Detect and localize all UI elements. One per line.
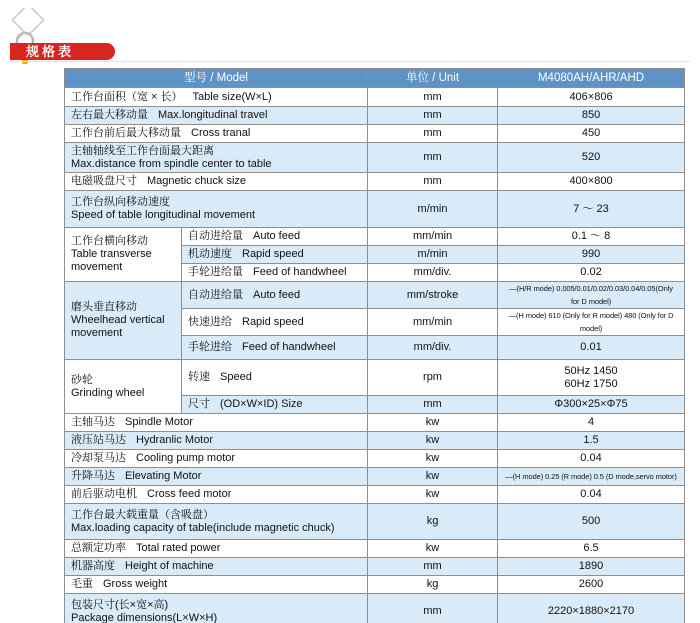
group-label-transverse: 工作台横向移动 Table transverse movement (65, 228, 182, 282)
spec-value: 7 ～ 23 (498, 191, 685, 228)
table-row (65, 125, 685, 143)
spec-value: 406×806 (498, 88, 685, 107)
spec-label: 工作台前后最大移动量 Cross tranal (65, 125, 368, 143)
column-header-unit: 单位 / Unit (368, 69, 498, 88)
table-row (65, 432, 685, 450)
spec-unit: kw (368, 468, 498, 486)
spec-unit: mm/min (368, 228, 498, 246)
table-row (65, 360, 685, 396)
table-row (65, 173, 685, 191)
spec-label: 前后驱动电机 Cross feed motor (65, 486, 368, 504)
spec-value: 0.01 (498, 336, 685, 360)
group-label-vertical: 磨头垂直移动 Wheelhead vertical movement (65, 282, 182, 360)
spec-value: 450 (498, 125, 685, 143)
spec-value: 0.02 (498, 264, 685, 282)
spec-label: 总额定功率 Total rated power (65, 540, 368, 558)
spec-label: 主轴轴线至工作台面最大距离 Max.distance from spindle center to table (65, 143, 368, 173)
spec-sublabel: 自动进给量 Auto feed (182, 228, 368, 246)
spec-unit: mm (368, 396, 498, 414)
spec-sublabel: 手轮进给 Feed of handwheel (182, 336, 368, 360)
spec-unit: mm (368, 173, 498, 191)
spec-sublabel: 机动速度 Rapid speed (182, 246, 368, 264)
spec-label: 冷却泵马达 Cooling pump motor (65, 450, 368, 468)
spec-value: 990 (498, 246, 685, 264)
spec-label: 升降马达 Elevating Motor (65, 468, 368, 486)
spec-sublabel: 快速进给 Rapid speed (182, 309, 368, 336)
spec-value: 0.04 (498, 486, 685, 504)
spec-value: 0.04 (498, 450, 685, 468)
header-divider (10, 61, 690, 62)
spec-value: 2220×1880×2170 (498, 594, 685, 623)
spec-value: 1.5 (498, 432, 685, 450)
column-header-model: 型号 / Model (65, 69, 368, 88)
spec-sublabel: 手轮进给量 Feed of handwheel (182, 264, 368, 282)
spec-unit: mm (368, 88, 498, 107)
section-title: 规格表 (26, 44, 75, 59)
spec-value: 6.5 (498, 540, 685, 558)
spec-value: —(H mode) 0.25 (R mode) 0.5 (D mode,servo motor) (498, 468, 685, 486)
table-row (65, 558, 685, 576)
spec-value: 50Hz 1450 60Hz 1750 (498, 360, 685, 396)
spec-unit: kg (368, 576, 498, 594)
table-row (65, 450, 685, 468)
spec-table (64, 68, 685, 623)
spec-value: 0.1 ～ 8 (498, 228, 685, 246)
spec-value: 1890 (498, 558, 685, 576)
spec-unit: mm/stroke (368, 282, 498, 309)
table-row (65, 143, 685, 173)
spec-value: 850 (498, 107, 685, 125)
spec-sublabel: 自动进给量 Auto feed (182, 282, 368, 309)
table-row (65, 88, 685, 107)
table-header (65, 69, 685, 88)
spec-unit: mm/div. (368, 336, 498, 360)
column-header-value: M4080AH/AHR/AHD (498, 69, 685, 88)
spec-value: 400×800 (498, 173, 685, 191)
spec-unit: kw (368, 414, 498, 432)
spec-sublabel: 转速 Speed (182, 360, 368, 396)
spec-value: 4 (498, 414, 685, 432)
table-row (65, 594, 685, 623)
spec-unit: kw (368, 450, 498, 468)
spec-sublabel: 尺寸 (OD×W×ID) Size (182, 396, 368, 414)
spec-unit: m/min (368, 246, 498, 264)
table-row (65, 191, 685, 228)
group-label-wheel: 砂轮 Grinding wheel (65, 360, 182, 414)
spec-label: 工作台最大载重量（含吸盘） Max.loading capacity of table(include magnetic chuck) (65, 504, 368, 540)
spec-unit: kw (368, 432, 498, 450)
spec-unit: mm (368, 558, 498, 576)
spec-unit: mm/min (368, 309, 498, 336)
table-row (65, 468, 685, 486)
spec-label: 机器高度 Height of machine (65, 558, 368, 576)
spec-label: 工作台面积（宽 × 长） Table size(W×L) (65, 88, 368, 107)
spec-value: 500 (498, 504, 685, 540)
spec-label: 包装尺寸(长×宽×高) Package dimensions(L×W×H) (65, 594, 368, 623)
spec-value: Φ300×25×Φ75 (498, 396, 685, 414)
spec-unit: mm (368, 143, 498, 173)
spec-unit: m/min (368, 191, 498, 228)
table-row (65, 282, 685, 309)
spec-unit: mm (368, 107, 498, 125)
spec-unit: mm/div. (368, 264, 498, 282)
spec-unit: mm (368, 125, 498, 143)
spec-label: 液压站马达 Hydranlic Motor (65, 432, 368, 450)
spec-label: 主轴马达 Spindle Motor (65, 414, 368, 432)
spec-unit: rpm (368, 360, 498, 396)
spec-value: —(H/R mode) 0.005/0.01/0.02/0.03/0.04/0.05(Only for D model) (498, 282, 685, 309)
spec-label: 电磁吸盘尺寸 Magnetic chuck size (65, 173, 368, 191)
spec-value: 520 (498, 143, 685, 173)
table-row (65, 486, 685, 504)
spec-unit: mm (368, 594, 498, 623)
spec-value: —(H mode) 610 (Only for R model) 480 (Only for D model) (498, 309, 685, 336)
spec-value: 2600 (498, 576, 685, 594)
table-row (65, 228, 685, 246)
spec-label: 左右最大移动量 Max.longitudinal travel (65, 107, 368, 125)
spec-unit: kw (368, 486, 498, 504)
spec-unit: kw (368, 540, 498, 558)
table-row (65, 107, 685, 125)
spec-label: 毛重 Gross weight (65, 576, 368, 594)
table-row (65, 576, 685, 594)
table-row (65, 540, 685, 558)
spec-label: 工作台纵向移动速度 Speed of table longitudinal movement (65, 191, 368, 228)
table-row (65, 414, 685, 432)
table-row (65, 504, 685, 540)
spec-unit: kg (368, 504, 498, 540)
